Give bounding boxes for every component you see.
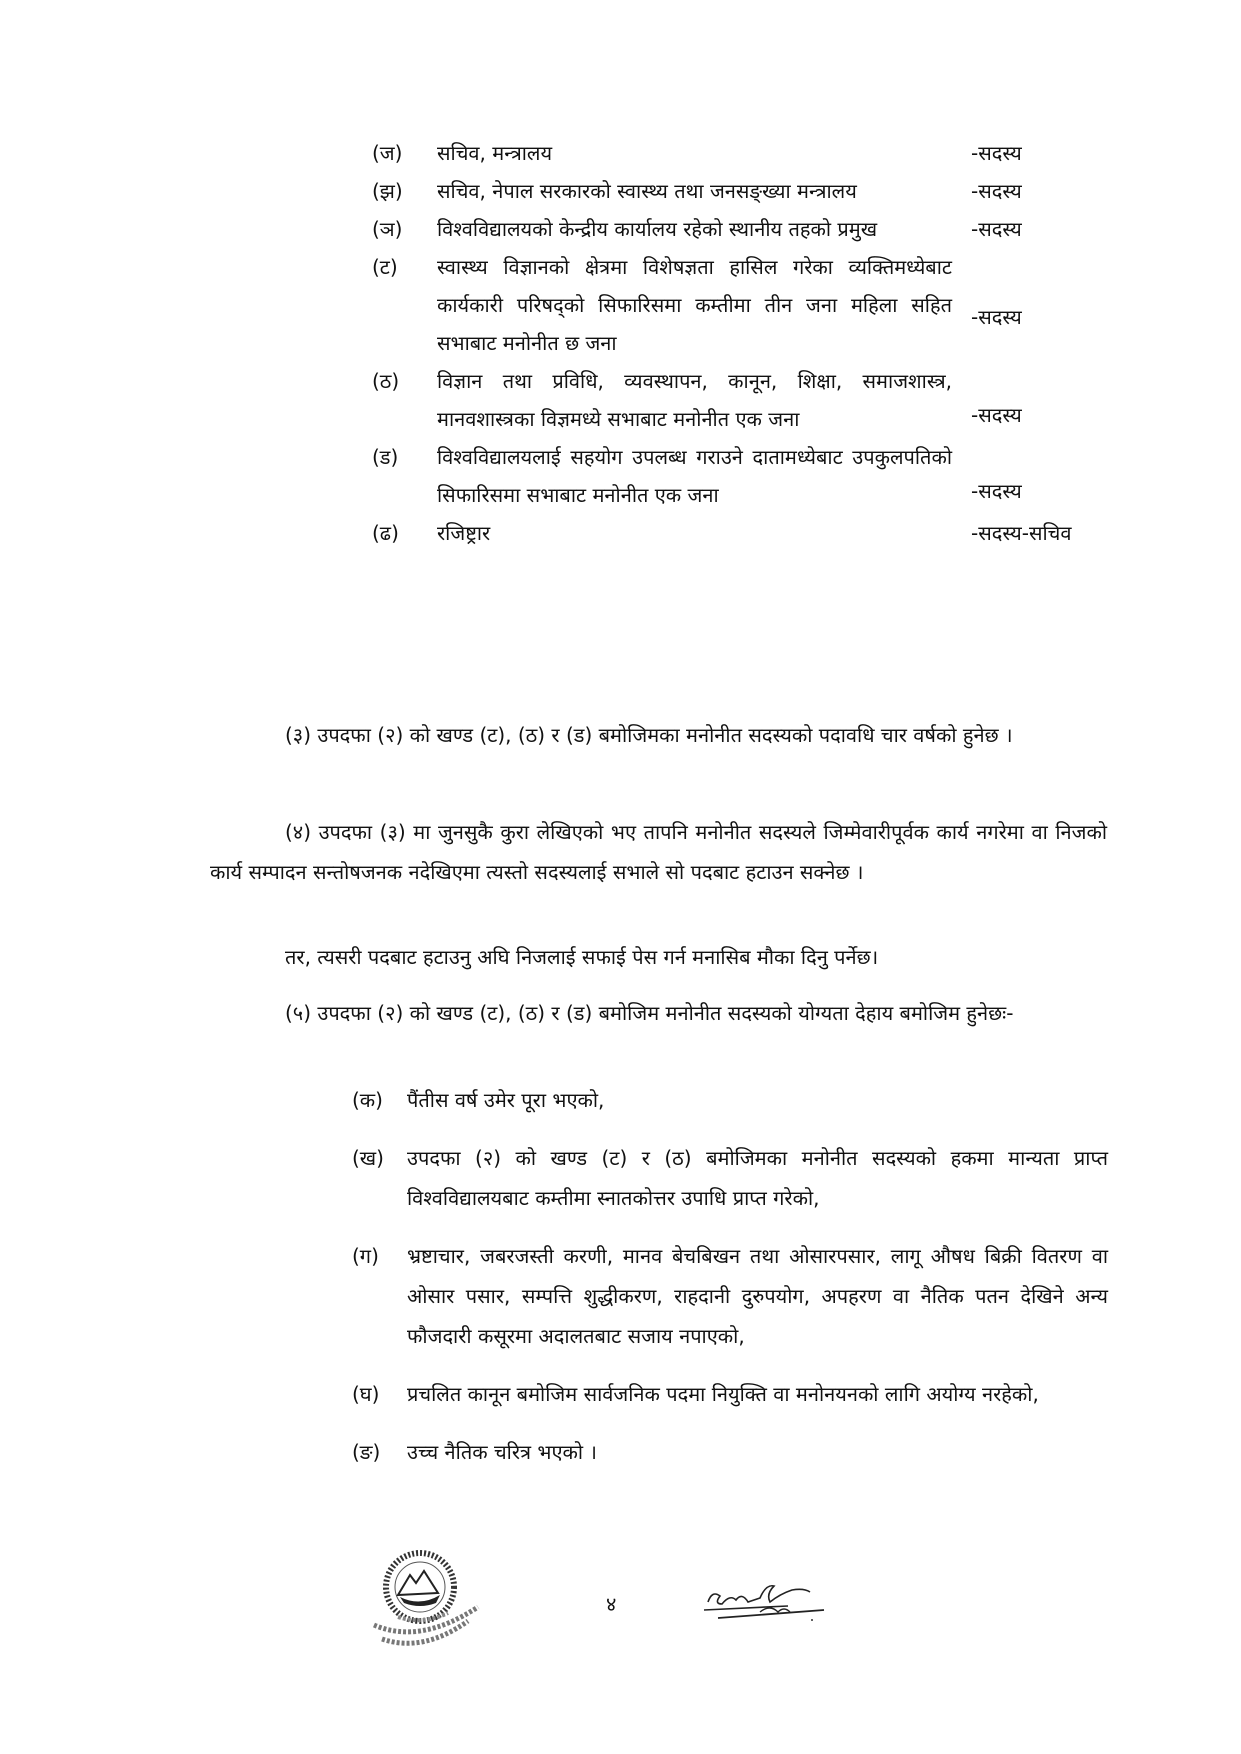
government-seal-icon [368,1545,488,1655]
qualification-list [352,1080,1108,1490]
paragraph-subsection-3: (३) उपदफा (२) को खण्ड (ट), (ठ) र (ड) बमोजिमका मनोनीत सदस्यको पदावधि चार वर्षको हुनेछ । [285,723,1013,747]
member-description: सचिव, नेपाल सरकारको स्वास्थ्य तथा जनसङ्ख्या मन्त्रालय [437,179,857,203]
member-marker: (ड) [372,445,399,469]
qualification-marker: (क) [352,1088,383,1112]
member-marker: (ञ) [372,217,403,241]
qualification-marker: (घ) [352,1382,380,1406]
member-role: -सदस्य [971,403,1022,427]
member-item [372,248,1112,362]
member-role: -सदस्य [971,141,1022,165]
member-item [372,514,1112,552]
member-description: सचिव, मन्त्रालय [437,141,553,165]
qualification-item [352,1374,1108,1414]
member-marker: (ट) [372,255,398,279]
qualification-marker: (ग) [352,1244,379,1268]
qualification-marker: (ङ) [352,1440,381,1464]
member-description: विज्ञान तथा प्रविधि, व्यवस्थापन, कानून, शिक्षा, समाजशास्त्र, मानवशास्त्रका विज्ञमध्ये सभाबाट मनोनीत एक जना [437,369,952,431]
page-number: ४ [606,1592,617,1616]
member-role: -सदस्य-सचिव [971,521,1072,545]
member-list [372,134,1112,552]
paragraph-subsection-4: (४) उपदफा (३) मा जुनसुकै कुरा लेखिएको भए तापनि मनोनीत सदस्यले जिम्मेवारीपूर्वक कार्य नगरेमा वा निजको कार्य सम्पादन सन्तोषजनक नदेखिएमा त्यस्तो सदस्यलाई सभाले सो पदबाट हटाउन सक्नेछ । [210,820,1107,884]
member-description: स्वास्थ्य विज्ञानको क्षेत्रमा विशेषज्ञता हासिल गरेका व्यक्तिमध्येबाट कार्यकारी परिषद्को सिफारिसमा कम्तीमा तीन जना महिला सहित सभाबाट मनोनीत छ जना [437,255,952,355]
member-marker: (ज) [372,141,403,165]
member-marker: (झ) [372,179,403,203]
qualification-item [352,1138,1108,1218]
member-marker: (ढ) [372,521,399,545]
qualification-description: प्रचलित कानून बमोजिम सार्वजनिक पदमा नियुक्ति वा मनोनयनको लागि अयोग्य नरहेको, [407,1382,1039,1406]
qualification-description: पैंतीस वर्ष उमेर पूरा भएको, [407,1088,605,1112]
qualification-item [352,1432,1108,1472]
paragraph-subsection-5: (५) उपदफा (२) को खण्ड (ट), (ठ) र (ड) बमोजिम मनोनीत सदस्यको योग्यता देहाय बमोजिम हुनेछः- [285,1001,1014,1025]
member-description: विश्वविद्यालयलाई सहयोग उपलब्ध गराउने दातामध्येबाट उपकुलपतिको सिफारिसमा सभाबाट मनोनीत एक जना [437,445,952,507]
qualification-description: उपदफा (२) को खण्ड (ट) र (ठ) बमोजिमका मनोनीत सदस्यको हकमा मान्यता प्राप्त विश्वविद्यालयबाट कम्तीमा स्नातकोत्तर उपाधि प्राप्त गरेको, [407,1146,1108,1210]
member-item [372,210,1112,248]
member-item [372,172,1112,210]
member-item [372,438,1112,514]
member-description: रजिष्ट्रार [437,521,491,545]
member-item [372,362,1112,438]
member-marker: (ठ) [372,369,400,393]
member-description: विश्वविद्यालयको केन्द्रीय कार्यालय रहेको स्थानीय तहको प्रमुख [437,217,878,241]
member-role: -सदस्य [971,217,1022,241]
signature-icon [700,1580,830,1625]
qualification-marker: (ख) [352,1146,384,1170]
qualification-item [352,1236,1108,1356]
qualification-item [352,1080,1108,1120]
qualification-description: उच्च नैतिक चरित्र भएको । [407,1440,598,1464]
qualification-description: भ्रष्टाचार, जबरजस्ती करणी, मानव बेचबिखन तथा ओसारपसार, लागू औषध बिक्री वितरण वा ओसार पसार, सम्पत्ति शुद्धीकरण, राहदानी दुरुपयोग, अपहरण वा नैतिक पतन देखिने अन्य फौजदारी कसूरमा अदालतबाट सजाय नपाएको, [407,1244,1108,1348]
member-role: -सदस्य [971,479,1022,503]
member-role: -सदस्य [971,305,1022,329]
member-item [372,134,1112,172]
paragraph-proviso: तर, त्यसरी पदबाट हटाउनु अघि निजलाई सफाई पेस गर्न मनासिब मौका दिनु पर्नेछ। [285,945,879,969]
member-role: -सदस्य [971,179,1022,203]
